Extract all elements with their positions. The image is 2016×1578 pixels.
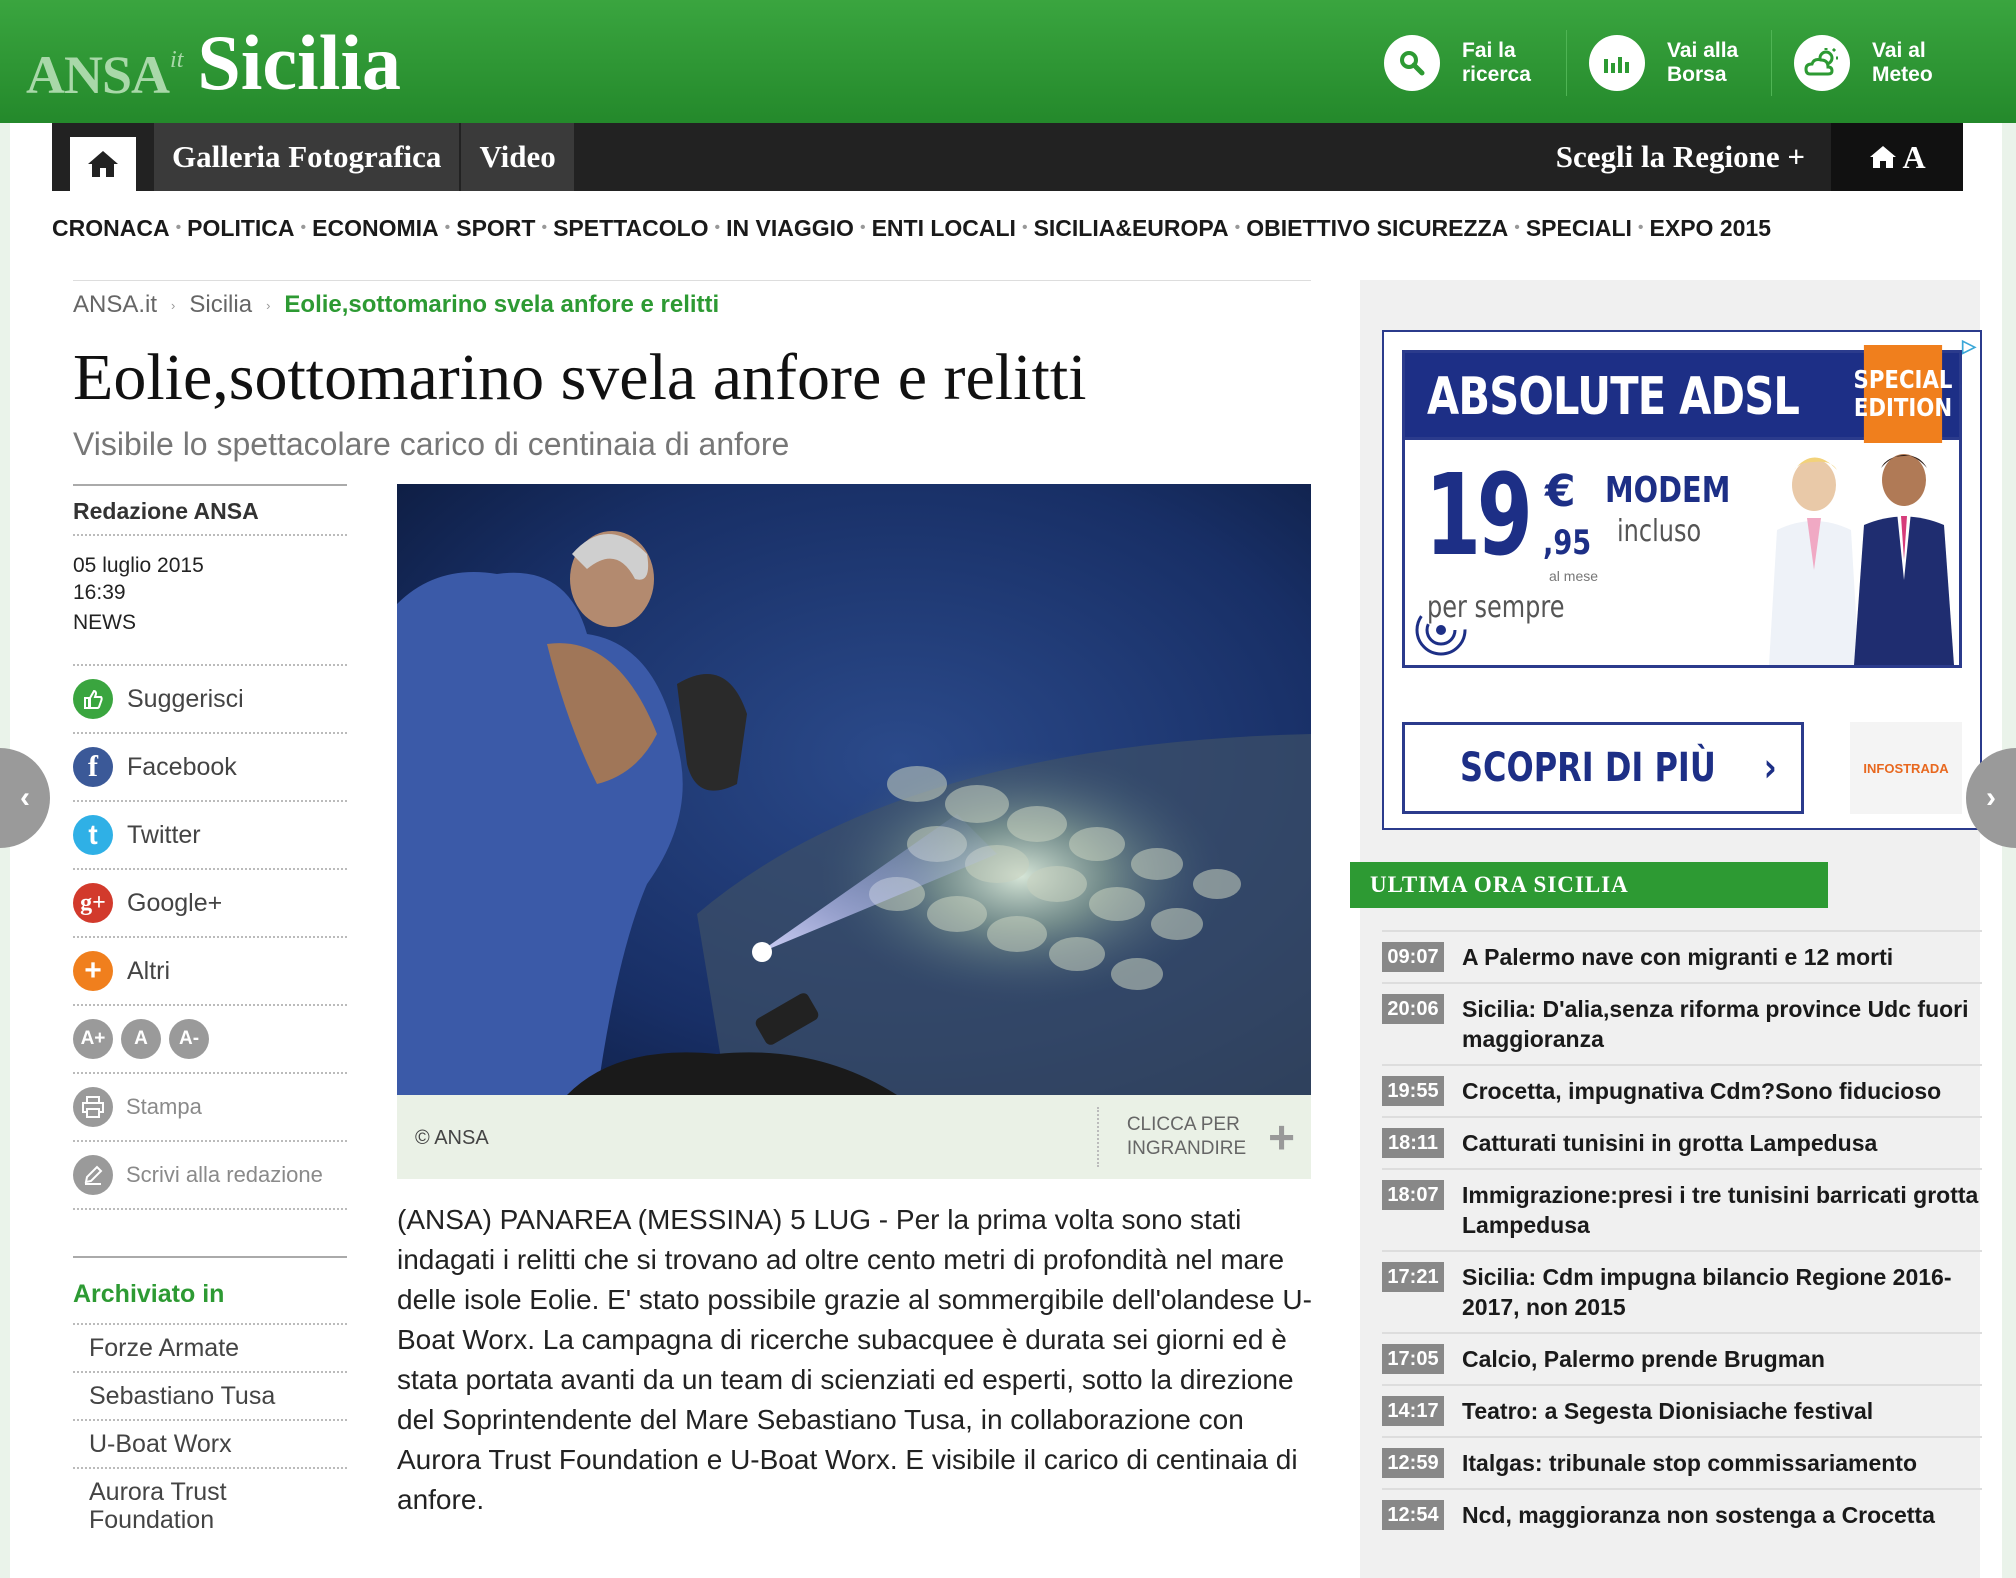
search-tool-label: Fai la ricerca	[1462, 39, 1531, 86]
borsa-tool-label: Vai alla Borsa	[1667, 39, 1739, 86]
article-photo[interactable]	[397, 484, 1311, 1095]
section-link[interactable]: SPECIALI	[1525, 214, 1632, 241]
share-googleplus-label: Google+	[127, 888, 223, 917]
breadcrumb-separator: ›	[171, 297, 176, 313]
print-button[interactable]	[73, 1074, 347, 1142]
breadcrumb-current: Eolie,sottomarino svela anfore e relitti	[284, 291, 720, 318]
section-link[interactable]: ENTI LOCALI	[871, 214, 1016, 241]
news-time: 17:21	[1382, 1262, 1444, 1292]
news-title: Catturati tunisini in grotta Lampedusa	[1462, 1130, 1878, 1156]
ad-cta-button[interactable]	[1402, 722, 1804, 814]
archive-tags	[73, 1256, 347, 1543]
news-title: A Palermo nave con migranti e 12 morti	[1462, 944, 1894, 970]
content-top-divider	[73, 280, 1311, 281]
page-title: Eolie,sottomarino svela anfore e relitti	[73, 341, 1087, 414]
news-time: 14:17	[1382, 1396, 1444, 1426]
section-link[interactable]: IN VIAGGIO	[726, 214, 854, 241]
search-icon	[1384, 35, 1440, 91]
section-link[interactable]: CRONACA	[52, 214, 170, 241]
home-outline-icon	[1868, 144, 1898, 170]
section-link[interactable]: SICILIA&EUROPA	[1033, 214, 1229, 241]
tab-video[interactable]: Video	[461, 123, 575, 191]
font-decrease-button[interactable]: A-	[169, 1019, 209, 1059]
photo-credit: © ANSA	[415, 1127, 489, 1149]
news-item[interactable]	[1382, 982, 1982, 1064]
breadcrumb-home[interactable]: ANSA.it	[73, 291, 158, 318]
enlarge-plus-icon: +	[1268, 1111, 1295, 1163]
news-time: 12:59	[1382, 1448, 1444, 1478]
news-time: 09:07	[1382, 942, 1444, 972]
section-link[interactable]: OBIETTIVO SICUREZZA	[1246, 214, 1509, 241]
news-title: Italgas: tribunale stop commissariamento	[1462, 1450, 1918, 1476]
share-facebook[interactable]	[73, 734, 347, 802]
article-date: 05 luglio 2015	[73, 554, 204, 577]
nav-tabs	[154, 123, 576, 191]
ad-forever: per sempre	[1427, 590, 1565, 625]
news-title: Teatro: a Segesta Dionisiache festival	[1462, 1398, 1874, 1424]
section-link[interactable]: SPORT	[456, 214, 536, 241]
tab-galleria-fotografica[interactable]: Galleria Fotografica	[154, 123, 461, 191]
article-time: 16:39	[73, 581, 126, 604]
news-title: Crocetta, impugnativa Cdm?Sono fiducioso	[1462, 1078, 1942, 1104]
font-reset-button[interactable]: A	[121, 1019, 161, 1059]
ad-cta-label: SCOPRI DI PIÙ	[1459, 745, 1716, 791]
logo-region: Sicilia	[197, 19, 402, 106]
chevron-left-icon: ‹	[20, 781, 30, 814]
facebook-icon: f	[73, 747, 113, 787]
share-suggerisci[interactable]	[73, 666, 347, 734]
news-title: Calcio, Palermo prende Brugman	[1462, 1346, 1825, 1372]
adchoices-icon[interactable]: ▷	[1962, 336, 1976, 356]
print-label: Stampa	[126, 1094, 202, 1119]
ad-target-icon	[1411, 600, 1471, 660]
share-twitter[interactable]	[73, 802, 347, 870]
section-link[interactable]: SPETTACOLO	[553, 214, 709, 241]
ad-currency: €	[1545, 466, 1576, 517]
page-right-edge	[2002, 123, 2016, 1578]
share-altri-label: Altri	[127, 956, 171, 985]
news-time: 18:07	[1382, 1180, 1444, 1210]
enlarge-photo-button[interactable]	[1097, 1107, 1295, 1167]
news-item[interactable]	[1382, 1168, 1982, 1250]
ad-brand-logo: INFOSTRADA	[1850, 722, 1962, 814]
news-item[interactable]	[1382, 1436, 1982, 1488]
plus-icon: +	[73, 951, 113, 991]
previous-article-arrow[interactable]	[0, 748, 50, 848]
region-selector[interactable]: Scegli la Regione +	[1555, 139, 1805, 174]
section-separator: •	[1514, 219, 1520, 236]
meteo-tool-label: Vai al Meteo	[1872, 39, 1933, 86]
logo-it: it	[170, 47, 184, 73]
archive-heading: Archiviato in	[73, 1258, 347, 1325]
meteo-tool[interactable]	[1771, 30, 1976, 96]
chevron-right-icon: ›	[1986, 781, 1996, 814]
home-button[interactable]	[70, 137, 136, 191]
weather-icon	[1794, 35, 1850, 91]
ad-people-image	[1759, 440, 1959, 665]
news-title: Ncd, maggioranza non sostenga a Crocetta	[1462, 1502, 1935, 1528]
google-plus-icon: g+	[73, 883, 113, 923]
news-item[interactable]	[1382, 1332, 1982, 1384]
accessibility-label: A	[1902, 138, 1926, 175]
site-logo[interactable]	[26, 19, 402, 106]
news-title: Immigrazione:presi i tre tunisini barricati grotta Lampedusa	[1462, 1182, 1979, 1238]
section-link[interactable]: ECONOMIA	[312, 214, 439, 241]
section-separator: •	[714, 219, 721, 236]
news-time: 18:11	[1382, 1128, 1444, 1158]
breadcrumb	[73, 290, 719, 320]
ad-modem: MODEM	[1605, 470, 1731, 511]
article-author: Redazione ANSA	[73, 486, 347, 536]
ultima-ora-heading: ULTIMA ORA SICILIA	[1350, 862, 1828, 908]
ad-price: 19	[1425, 451, 1529, 581]
pencil-icon	[73, 1155, 113, 1195]
section-separator: •	[300, 219, 307, 236]
enlarge-label: CLICCA PER INGRANDIRE	[1126, 1114, 1247, 1159]
ad-included: incluso	[1617, 514, 1702, 549]
page-left-edge	[0, 123, 10, 1578]
section-separator: •	[444, 219, 451, 236]
news-title: Sicilia: Cdm impugna bilancio Regione 2016-2017, non 2015	[1462, 1264, 1952, 1320]
article-subtitle: Visibile lo spettacolare carico di centinaia di anfore	[73, 426, 790, 462]
ad-cents: ,95	[1543, 523, 1592, 563]
share-googleplus[interactable]	[73, 870, 347, 938]
news-item[interactable]	[1382, 1116, 1982, 1168]
write-editor-button[interactable]	[73, 1142, 347, 1210]
tag-aurora-trust-foundation[interactable]: Aurora Trust Foundation	[89, 1478, 227, 1534]
advertisement-banner[interactable]	[1382, 330, 1982, 830]
header-tools	[1362, 30, 1976, 96]
section-link[interactable]: EXPO 2015	[1649, 214, 1771, 241]
share-twitter-label: Twitter	[127, 820, 201, 849]
share-suggerisci-label: Suggerisci	[127, 684, 244, 713]
news-time: 12:54	[1382, 1500, 1444, 1530]
chevron-right-icon: ›	[1763, 745, 1777, 791]
section-separator: •	[1637, 219, 1644, 236]
section-separator: •	[859, 219, 866, 236]
news-item[interactable]	[1382, 930, 1982, 982]
tag-sebastiano-tusa[interactable]: Sebastiano Tusa	[73, 1373, 347, 1421]
chart-icon	[1589, 35, 1645, 91]
article-meta	[73, 536, 347, 666]
share-facebook-label: Facebook	[127, 752, 237, 781]
top-header	[0, 0, 2016, 123]
write-editor-label: Scrivi alla redazione	[126, 1162, 323, 1187]
news-time: 19:55	[1382, 1076, 1444, 1106]
section-separator: •	[1021, 219, 1028, 236]
article-body: (ANSA) PANAREA (MESSINA) 5 LUG - Per la prima volta sono stati indagati i relitti che si trovano ad oltre cento metri di profondità nel mare delle isole Eolie. E' stato possibile grazie al sommergibile dell'olandese U-Boat Worx. La campagna di ricerche subacquee è durata sei giorni ed è stata portata avanti da un team di scienziati ed esperti, sotto la direzione del Soprintendente del Mare Sebastiano Tusa, in collaborazione con Aurora Trust Foundation e U-Boat Worx. E visibile il carico di centinaia di anfore.	[397, 1204, 1312, 1515]
news-time: 20:06	[1382, 994, 1444, 1024]
section-menu	[52, 213, 1771, 243]
ad-offer-box	[1402, 440, 1962, 668]
news-time: 17:05	[1382, 1344, 1444, 1374]
breadcrumb-section[interactable]: Sicilia	[189, 291, 253, 318]
ad-headline-box	[1402, 350, 1962, 440]
section-separator: •	[541, 219, 548, 236]
main-navbar	[52, 123, 1963, 191]
logo-ansa: ANSA	[26, 45, 170, 105]
tag-u-boat-worx[interactable]: U-Boat Worx	[73, 1421, 347, 1469]
ultima-ora-list	[1382, 930, 1982, 1540]
ad-headline: ABSOLUTE ADSL	[1427, 367, 1800, 427]
news-item[interactable]	[1382, 1384, 1982, 1436]
news-item[interactable]	[1382, 1250, 1982, 1332]
news-title: Sicilia: D'alia,senza riforma province Udc fuori maggioranza	[1462, 996, 1969, 1052]
tag-forze-armate[interactable]: Forze Armate	[73, 1325, 347, 1373]
ad-badge: SPECIAL EDITION	[1864, 345, 1942, 443]
photo-caption-bar	[397, 1095, 1311, 1179]
section-separator: •	[175, 219, 182, 236]
breadcrumb-separator: ›	[266, 297, 271, 313]
home-icon	[86, 149, 120, 179]
article-type: NEWS	[73, 611, 136, 634]
news-item[interactable]	[1382, 1064, 1982, 1116]
section-link[interactable]: POLITICA	[187, 214, 295, 241]
article-sidebar	[73, 484, 347, 1210]
news-item[interactable]	[1382, 1488, 1982, 1540]
share-altri[interactable]	[73, 938, 347, 1006]
printer-icon	[73, 1087, 113, 1127]
borsa-tool[interactable]	[1566, 30, 1771, 96]
font-size-controls	[73, 1006, 347, 1074]
twitter-icon: t	[73, 815, 113, 855]
search-tool[interactable]	[1362, 30, 1566, 96]
font-increase-button[interactable]: A+	[73, 1019, 113, 1059]
accessibility-button[interactable]	[1831, 123, 1963, 191]
ad-per-month: al mese	[1549, 568, 1599, 584]
section-separator: •	[1234, 219, 1241, 236]
thumbs-up-icon	[73, 679, 113, 719]
